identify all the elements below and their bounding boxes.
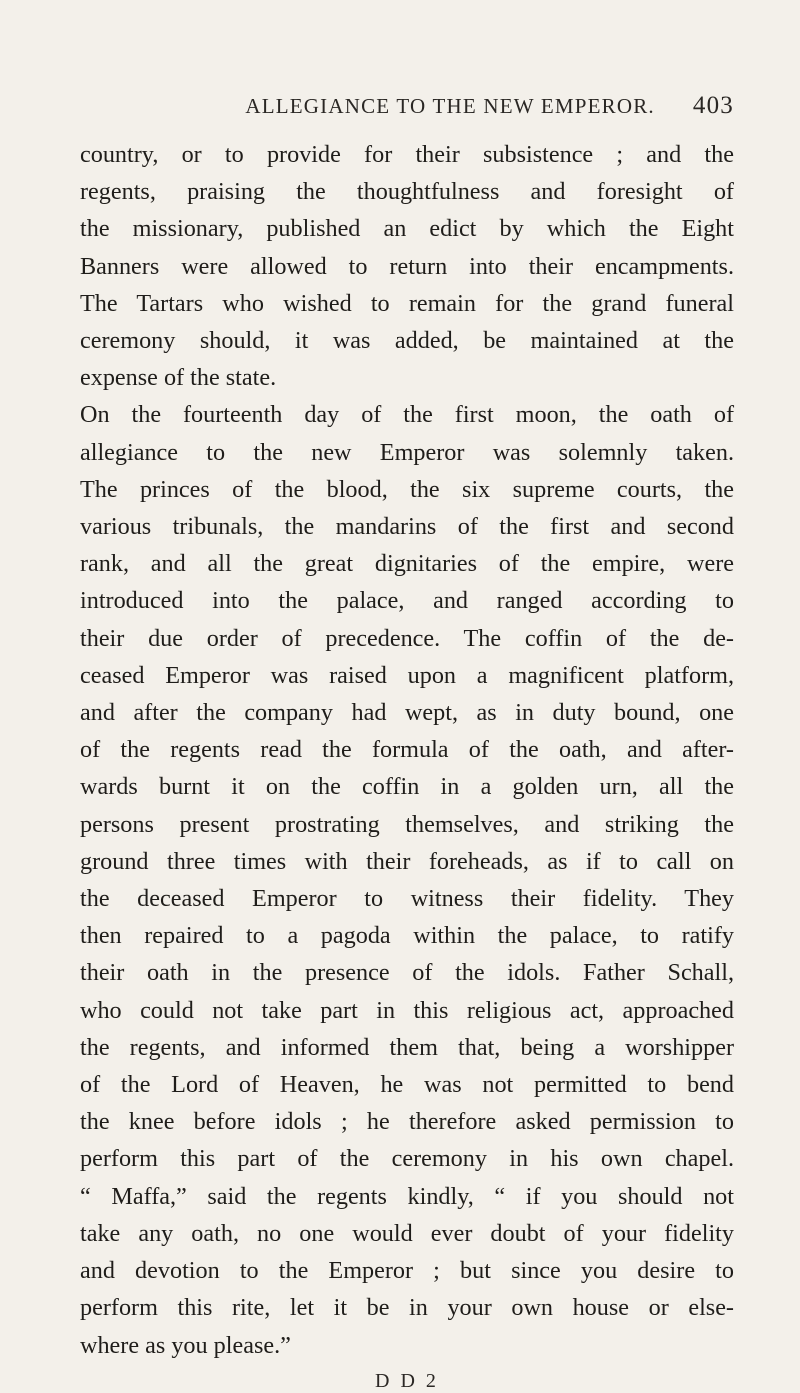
text-line: take any oath, no one would ever doubt of your fidelity <box>80 1219 734 1247</box>
text-line: ground three times with their foreheads, as if to call on <box>80 847 734 875</box>
text-line: perform this rite, let it be in your own house or else- <box>80 1294 734 1322</box>
text-line: and after the company had wept, as in duty bound, one <box>80 699 734 727</box>
text-line: country, or to provide for their subsistence ; and the <box>80 141 734 168</box>
text-line: then repaired to a pagoda within the palace, to ratify <box>80 922 734 950</box>
text-line: rank, and all the great dignitaries of the empire, were <box>80 550 734 578</box>
text-line: perform this part of the ceremony in his own chapel. <box>80 1145 734 1173</box>
text-line: On the fourteenth day of the first moon, the oath of <box>80 401 734 429</box>
text-line: the missionary, published an edict by which the Eight <box>80 215 734 243</box>
text-line: of the regents read the formula of the oath, and after- <box>80 736 734 764</box>
text-line: the deceased Emperor to witness their fidelity. They <box>80 885 734 913</box>
text-line: and devotion to the Emperor ; but since you desire to <box>80 1257 734 1285</box>
signature-mark: D D 2 <box>375 1369 439 1392</box>
text-line: regents, praising the thoughtfulness and foresight of <box>80 178 734 206</box>
text-line: wards burnt it on the coffin in a golden urn, all the <box>80 773 734 801</box>
page-number: 403 <box>692 92 734 119</box>
text-line: their due order of precedence. The coffin of the de- <box>80 624 734 652</box>
text-line: expense of the state. <box>80 364 277 392</box>
text-line: “ Maffa,” said the regents kindly, “ if you should not <box>80 1182 734 1210</box>
text-line: the regents, and informed them that, being a worshipper <box>80 1033 734 1061</box>
running-title: ALLEGIANCE TO THE NEW EMPEROR. <box>245 94 655 118</box>
text-line: their oath in the presence of the idols. Father Schall, <box>80 959 734 987</box>
text-line: who could not take part in this religious act, approached <box>80 996 734 1024</box>
text-line: of the Lord of Heaven, he was not permitted to bend <box>80 1071 734 1099</box>
text-line: ceremony should, it was added, be maintained at the <box>80 327 734 355</box>
running-head <box>80 92 734 132</box>
text-line: ceased Emperor was raised upon a magnificent platform, <box>80 661 734 689</box>
text-line: The princes of the blood, the six supreme courts, the <box>80 475 734 503</box>
text-line: various tribunals, the mandarins of the first and second <box>80 513 734 541</box>
text-line: persons present prostrating themselves, and striking the <box>80 810 734 838</box>
text-line: where as you please.” <box>80 1331 291 1359</box>
text-line: Banners were allowed to return into their encampments. <box>80 252 734 280</box>
text-line: the knee before idols ; he therefore asked permission to <box>80 1108 734 1136</box>
text-line: allegiance to the new Emperor was solemnly taken. <box>80 438 734 466</box>
body-text <box>80 136 734 1364</box>
text-line: introduced into the palace, and ranged according to <box>80 587 734 615</box>
text-line: The Tartars who wished to remain for the grand funeral <box>80 289 734 317</box>
